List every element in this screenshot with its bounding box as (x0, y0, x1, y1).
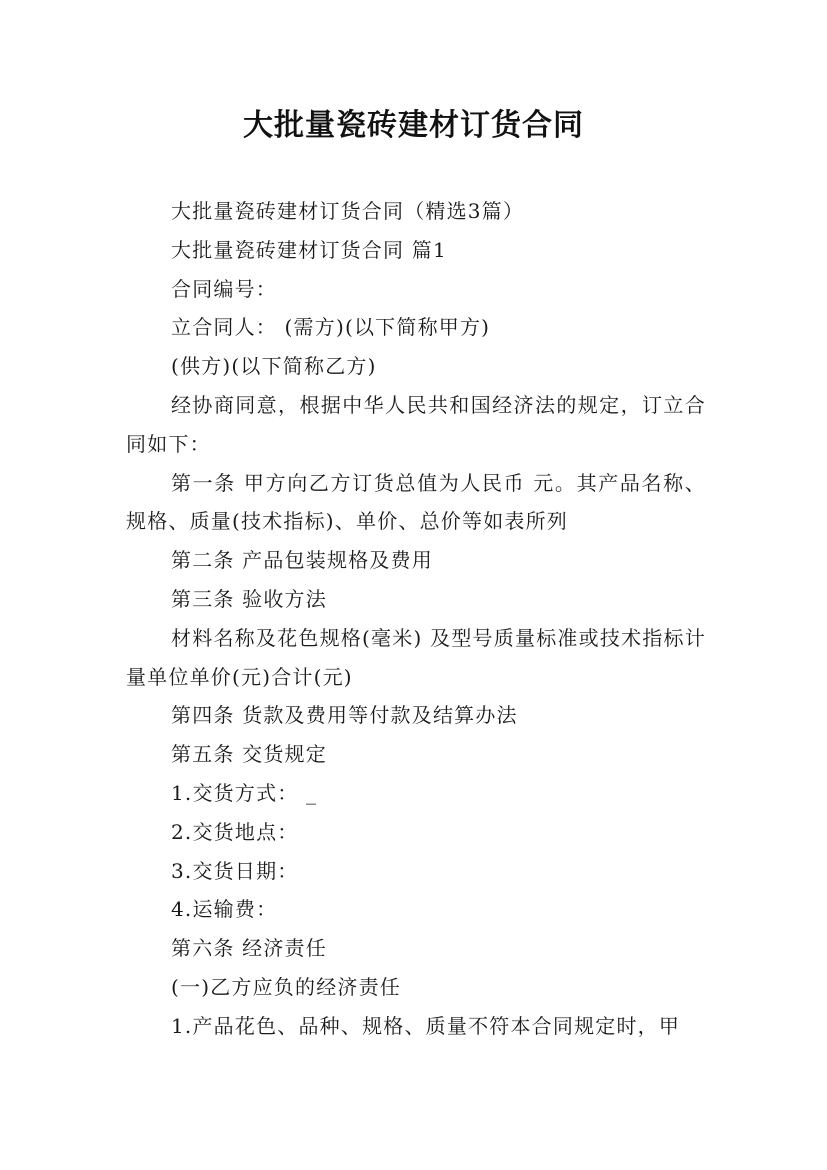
paragraph-transport-fee: 4.运输费： (171, 897, 278, 922)
paragraph-section-heading: 大批量瓷砖建材订货合同 篇1 (171, 237, 447, 262)
paragraph-delivery-date: 3.交货日期： (171, 858, 299, 883)
paragraph-article-6: 第六条 经济责任 (171, 936, 327, 961)
paragraph-delivery-method: 1.交货方式： _ (171, 780, 318, 805)
paragraph-supplier-liability: (一)乙方应负的经济责任 (171, 974, 402, 999)
paragraph-contract-number: 合同编号： (171, 276, 277, 301)
paragraph-delivery-location: 2.交货地点： (171, 819, 299, 844)
paragraph-liability-item-1: 1.产品花色、品种、规格、质量不符本合同规定时，甲 (171, 1013, 681, 1038)
paragraph-article-1: 第一条 甲方向乙方订货总值为人民币 元。其产品名称、规格、质量(技术指标)、单价、总价等如表所列 (126, 470, 706, 534)
paragraph-subtitle: 大批量瓷砖建材订货合同（精选3篇） (171, 199, 525, 223)
paragraph-preamble: 经协商同意，根据中华人民共和国经济法的规定，订立合同如下： (126, 392, 706, 456)
paragraph-article-2: 第二条 产品包装规格及费用 (171, 548, 433, 573)
paragraph-article-4: 第四条 货款及费用等付款及结算办法 (171, 703, 518, 728)
paragraph-parties-supplier: (供方)(以下简称乙方) (171, 354, 377, 379)
paragraph-article-3: 第三条 验收方法 (171, 586, 327, 611)
document-body (126, 192, 706, 1046)
paragraph-material-table-header: 材料名称及花色规格(毫米) 及型号质量标准或技术指标计量单位单价(元)合计(元) (126, 625, 706, 689)
paragraph-parties-buyer: 立合同人： (需方)(以下简称甲方) (171, 315, 491, 340)
document-title: 大批量瓷砖建材订货合同 (243, 108, 584, 143)
paragraph-article-5: 第五条 交货规定 (171, 742, 327, 767)
